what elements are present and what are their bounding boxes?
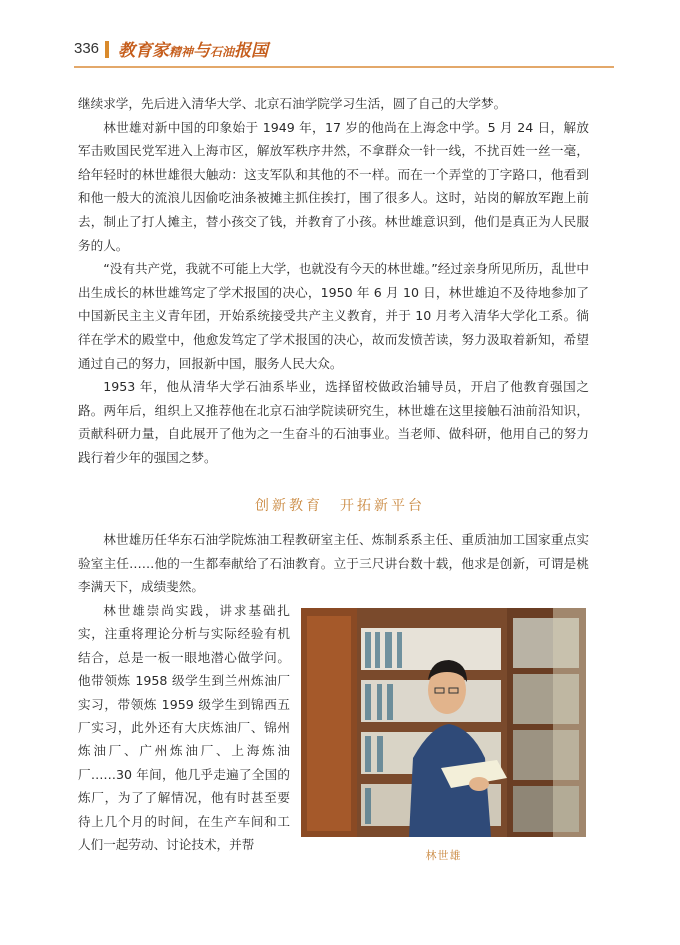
section-heading: 创新教育 开拓新平台	[255, 498, 425, 514]
header-divider-bar	[105, 41, 109, 58]
paragraph: “没有共产党，我就不可能上大学，也就没有今天的林世雄。”经过亲身所见所历，乱世中出生成长的林世雄笃定了学术报国的决心，1950 年 6 月 10 日，林世雄迫不及待地参加了中国新民主主义青年团，开始系统接受共产主义教育，并于 10 月考入清华大学化工系。徜徉在学术的殿堂中，他愈发笃定了学术报国的决心，故而发愤苦读，努力汲取着新知，希望通过自己的努力，回报新中国，服务人民大众。	[78, 261, 589, 371]
photo-library-scene	[301, 608, 586, 837]
book-title-part: 与	[193, 41, 211, 61]
book-title-part: 精神	[169, 45, 194, 59]
paragraph: 林世雄崇尚实践，讲求基础扎实，注重将理论分析与实际经验有机结合，总是一板一眼地潜心做学问。他带领炼 1958 级学生到兰州炼油厂实习，带领炼 1959 级学生到锦西五厂实习，此外还有大庆炼油厂、锦州炼油厂、广州炼油厂、上海炼油厂……30 年间，他几乎走遍了全国的炼厂，为了了解情况，他有时甚至要待上几个月的时间，在生产车间和工人们一起劳动、讨论技术，并帮	[78, 603, 290, 853]
page-header	[74, 34, 614, 68]
book-title	[118, 36, 268, 61]
body-text-upper	[78, 92, 589, 470]
paragraph: 继续求学，先后进入清华大学、北京石油学院学习生活，圆了自己的大学梦。	[78, 96, 507, 111]
book-title-part: 报国	[234, 41, 269, 61]
header-rule	[74, 66, 614, 68]
photo-caption: 林世雄	[425, 849, 462, 862]
portrait-photo	[301, 608, 586, 837]
body-text-middle	[78, 528, 589, 599]
paragraph: 1953 年，他从清华大学石油系毕业，选择留校做政治辅导员，开启了他教育强国之路。两年后，组织上又推荐他在北京石油学院读研究生，林世雄在这里接触石油前沿知识，贡献科研力量，自此展开了他为之一生奋斗的石油事业。当老师、做科研，他用自己的努力践行着少年的强国之梦。	[78, 379, 589, 465]
left-column-text	[78, 599, 290, 856]
paragraph: 林世雄历任华东石油学院炼油工程教研室主任、炼制系系主任、重质油加工国家重点实验室主任……他的一生都奉献给了石油教育。立于三尺讲台数十载，他求是创新，可谓是桃李满天下，成绩斐然。	[78, 532, 589, 595]
book-title-part: 教育家	[118, 41, 169, 61]
book-title-part: 石油	[210, 45, 235, 59]
page-number: 336	[74, 40, 100, 57]
paragraph: 林世雄对新中国的印象始于 1949 年，17 岁的他尚在上海念中学。5 月 24 日，解放军击败国民党军进入上海市区，解放军秩序井然，不拿群众一针一线，不扰百姓一丝一毫，给年轻时的林世雄很大触动：这支军队和其他的不一样。而在一个弄堂的丁字路口，他看到和他一般大的流浪儿因偷吃油条被摊主抓住挨打，围了很多人。这时，站岗的解放军跑上前去，制止了打人摊主，替小孩交了钱，并教育了小孩。林世雄意识到，他们是真正为人民服务的人。	[78, 119, 589, 253]
